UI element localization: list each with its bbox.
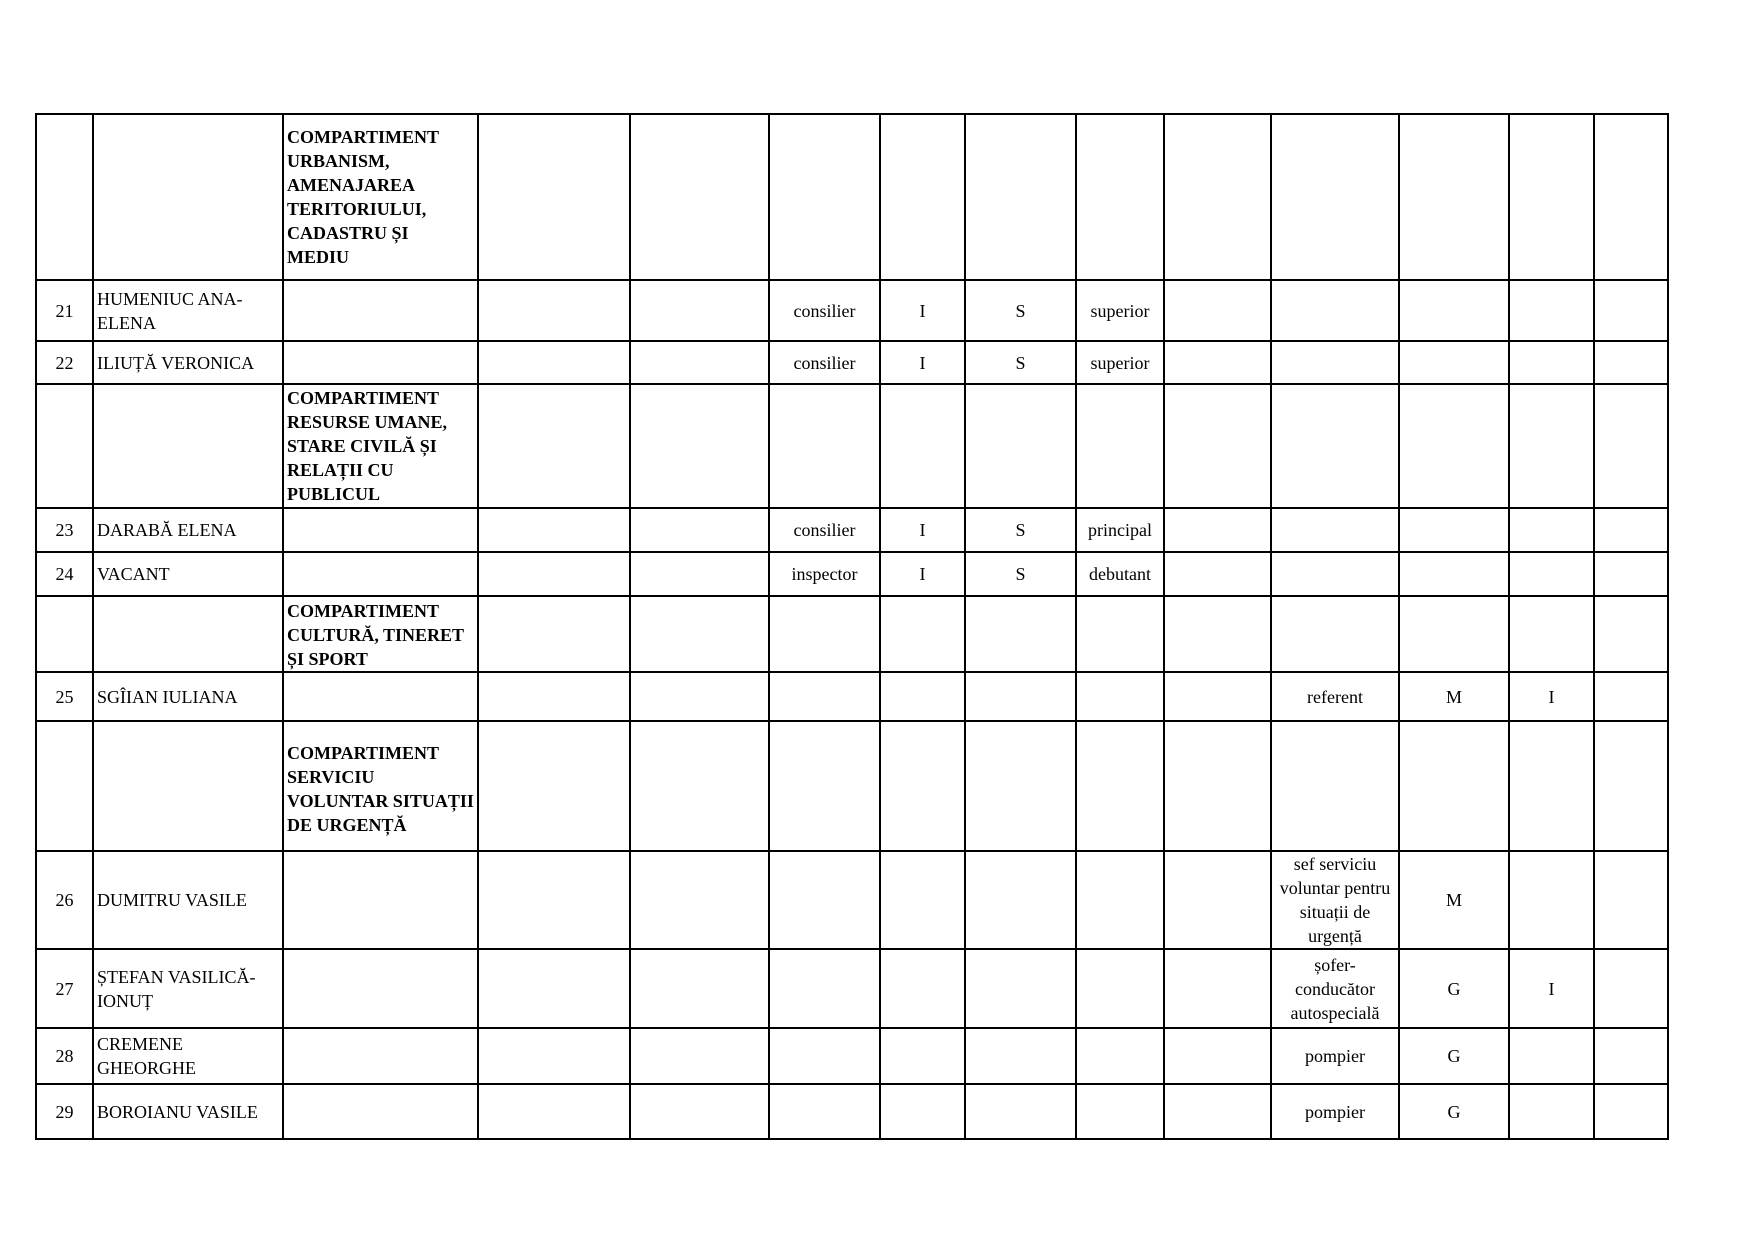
row-number: 29 (36, 1084, 93, 1139)
row-number: 23 (36, 508, 93, 552)
public-function: consilier (769, 341, 880, 384)
studies-level (965, 1084, 1076, 1139)
class: I (880, 341, 965, 384)
table-row (36, 508, 1668, 552)
contract-grade (1509, 552, 1594, 596)
professional-grade (1076, 672, 1164, 721)
public-function (769, 949, 880, 1028)
contract-grade (1509, 280, 1594, 341)
contract-studies (1399, 280, 1509, 341)
employee-name (93, 114, 283, 280)
table-row (36, 341, 1668, 384)
section-row (36, 596, 1668, 672)
employee-name: ȘTEFAN VASILICĂ-IONUȚ (93, 949, 283, 1028)
contract-function (1271, 552, 1399, 596)
public-function: consilier (769, 280, 880, 341)
table-row (36, 851, 1668, 949)
department-title: COMPARTIMENT CULTURĂ, TINERET ȘI SPORT (283, 596, 478, 672)
employee-name: SGÎIAN IULIANA (93, 672, 283, 721)
professional-grade: debutant (1076, 552, 1164, 596)
class (880, 672, 965, 721)
department-title: COMPARTIMENT URBANISM, AMENAJAREA TERITORIULUI, CADASTRU ȘI MEDIU (283, 114, 478, 280)
contract-function: referent (1271, 672, 1399, 721)
class: I (880, 508, 965, 552)
employee-name: VACANT (93, 552, 283, 596)
contract-studies: G (1399, 1028, 1509, 1084)
row-number (36, 114, 93, 280)
class: I (880, 280, 965, 341)
contract-function: șofer-conducător autospecială (1271, 949, 1399, 1028)
contract-grade (1509, 1028, 1594, 1084)
table-row (36, 672, 1668, 721)
row-number: 21 (36, 280, 93, 341)
professional-grade (1076, 1028, 1164, 1084)
studies-level: S (965, 552, 1076, 596)
class (880, 851, 965, 949)
contract-grade (1509, 341, 1594, 384)
employee-name: DARABĂ ELENA (93, 508, 283, 552)
professional-grade (1076, 851, 1164, 949)
employee-name: BOROIANU VASILE (93, 1084, 283, 1139)
contract-grade (1509, 851, 1594, 949)
class (880, 1028, 965, 1084)
contract-function: pompier (1271, 1084, 1399, 1139)
professional-grade: superior (1076, 280, 1164, 341)
employee-name: DUMITRU VASILE (93, 851, 283, 949)
staff-table (35, 113, 1669, 1140)
class (880, 1084, 965, 1139)
contract-function (1271, 341, 1399, 384)
studies-level (965, 672, 1076, 721)
section-row (36, 384, 1668, 508)
public-function (769, 1084, 880, 1139)
row-number: 24 (36, 552, 93, 596)
professional-grade (1076, 949, 1164, 1028)
contract-studies: M (1399, 851, 1509, 949)
row-number: 22 (36, 341, 93, 384)
section-row (36, 721, 1668, 851)
contract-function (1271, 280, 1399, 341)
table-row (36, 1084, 1668, 1139)
contract-grade: I (1509, 672, 1594, 721)
professional-grade (1076, 1084, 1164, 1139)
contract-function: pompier (1271, 1028, 1399, 1084)
table-row (36, 1028, 1668, 1084)
professional-grade: principal (1076, 508, 1164, 552)
contract-function (1271, 508, 1399, 552)
public-function (769, 851, 880, 949)
employee-name (93, 596, 283, 672)
employee-name: HUMENIUC ANA-ELENA (93, 280, 283, 341)
employee-name (93, 721, 283, 851)
row-number: 25 (36, 672, 93, 721)
employee-name: ILIUȚĂ VERONICA (93, 341, 283, 384)
table-row (36, 552, 1668, 596)
public-function (769, 672, 880, 721)
studies-level (965, 1028, 1076, 1084)
contract-studies: G (1399, 1084, 1509, 1139)
studies-level (965, 949, 1076, 1028)
row-number (36, 596, 93, 672)
row-number (36, 384, 93, 508)
class (880, 949, 965, 1028)
contract-grade (1509, 508, 1594, 552)
row-number (36, 721, 93, 851)
public-function: inspector (769, 552, 880, 596)
contract-grade (1509, 1084, 1594, 1139)
row-number: 26 (36, 851, 93, 949)
table-row (36, 949, 1668, 1028)
contract-studies: M (1399, 672, 1509, 721)
contract-studies: G (1399, 949, 1509, 1028)
public-function (769, 1028, 880, 1084)
professional-grade: superior (1076, 341, 1164, 384)
row-number: 27 (36, 949, 93, 1028)
contract-studies (1399, 341, 1509, 384)
department-title: COMPARTIMENT RESURSE UMANE, STARE CIVILĂ ȘI RELAȚII CU PUBLICUL (283, 384, 478, 508)
contract-studies (1399, 552, 1509, 596)
studies-level: S (965, 280, 1076, 341)
row-number: 28 (36, 1028, 93, 1084)
class: I (880, 552, 965, 596)
contract-grade: I (1509, 949, 1594, 1028)
department-title: COMPARTIMENT SERVICIU VOLUNTAR SITUAȚII DE URGENȚĂ (283, 721, 478, 851)
section-row (36, 114, 1668, 280)
employee-name (93, 384, 283, 508)
contract-studies (1399, 508, 1509, 552)
studies-level (965, 851, 1076, 949)
employee-name: CREMENE GHEORGHE (93, 1028, 283, 1084)
public-function: consilier (769, 508, 880, 552)
studies-level: S (965, 341, 1076, 384)
contract-function: sef serviciu voluntar pentru situații de urgență (1271, 851, 1399, 949)
table-row (36, 280, 1668, 341)
studies-level: S (965, 508, 1076, 552)
